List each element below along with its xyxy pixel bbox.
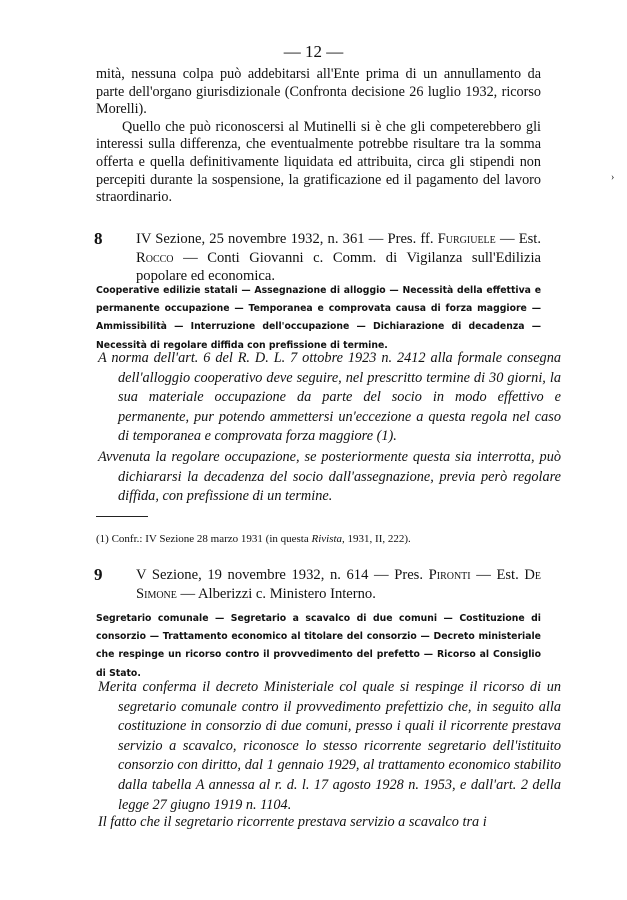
presiding-judge: Furgiuele — [437, 231, 496, 247]
maxim: A norma dell'art. 6 del R. D. L. 7 ottobre 1923 n. 2412 alla formale consegna dell'alloggio cooperativo deve seguire, nel prescritto termine di 30 giorni, la sua materiale occupazione da parte del socio in modo effettivo e permanente, pur potendo ammettersi un'eccezione a questa regola nel caso di temporanea e comprovata forza maggiore (1). — [98, 350, 561, 445]
intro-section — [96, 66, 541, 207]
paragraph: Quello che può riconoscersi al Mutinelli si è che gli competerebbero gli interessi sulla differenza, che eventualmente potrebbe risultare tra la somma offerta e quella definitivamente liquidata ed attribuita, circa gli stipendi non percepiti durante la sospensione, la gratificazione ed il pagamento del lavoro straordinario. — [96, 118, 541, 206]
maxim: Avvenuta la regolare occupazione, se posteriormente questa sia interrotta, può dichiararsi la decadenza del socio dall'assegnazione, previa però regolare diffida, con prefissione di un termine. — [98, 449, 561, 505]
maxim: Il fatto che il segretario ricorrente prestava servizio a scavalco tra i — [98, 814, 487, 830]
case-keywords: Segretario comunale — Segretario a scavalco di due comuni — Costituzione di consorzio — Trattamento economico al titolare del consorzio — Decreto ministeriale che respinge un ricorso contro il provvedimento del prefetto — Ricorso al Consiglio di Stato. — [96, 613, 541, 679]
presiding-judge: Pironti — [428, 567, 471, 583]
margin-mark: › — [611, 172, 615, 183]
footnote: (1) Confr.: IV Sezione 28 marzo 1931 (in questa Rivista, 1931, II, 222). — [96, 533, 411, 545]
maxim: Merita conferma il decreto Ministeriale col quale si respinge il ricorso di un segretario comunale contro il provvedimento prefettizio che, in seguito alla costituzione in consorzio di due comuni, presso i quali il ricorrente prestava servizio a scavalco, riconosce lo stesso ricorrente segretario dell'istituito consorzio con diritto, dal 1 gennaio 1929, al trattamento economico stabilito dalla tabella A annessa al r. d. l. 17 agosto 1928 n. 1953, e dall'art. 2 della legge 27 giugno 1919 n. 1104. — [98, 679, 561, 813]
rapporteur: Rocco — [136, 249, 174, 266]
case-heading: IV Sezione, 25 novembre 1932, n. 361 — Pres. ff. Furgiuele — Est. Rocco — Conti Giovanni c. Comm. di Vigilanza sull'Edilizia popolare ed economica. — [136, 231, 541, 284]
rapporteur: De Simone — [136, 567, 542, 602]
case-heading: V Sezione, 19 novembre 1932, n. 614 — Pres. Pironti — Est. De Simone — Alberizzi c. Ministero Interno. — [136, 567, 542, 602]
footnote-rule — [96, 516, 148, 517]
case-keywords: Cooperative edilizie statali — Assegnazione di alloggio — Necessità della effettiva e permanente occupazione — Temporanea e comprovata causa di forza maggiore — Ammissibilità — Interruzione dell'occupazione — Dichiarazione di decadenza — Necessità di regolare diffida con prefissione di termine. — [96, 285, 541, 351]
case-number: 9 — [94, 565, 103, 584]
case-number: 8 — [94, 229, 103, 248]
page-number: — 12 — — [283, 42, 344, 61]
paragraph: mità, nessuna colpa può addebitarsi all'Ente prima di un annullamento da parte dell'organo giurisdizionale (Confronta decisione 26 luglio 1932, ricorso Morelli). — [96, 66, 541, 118]
